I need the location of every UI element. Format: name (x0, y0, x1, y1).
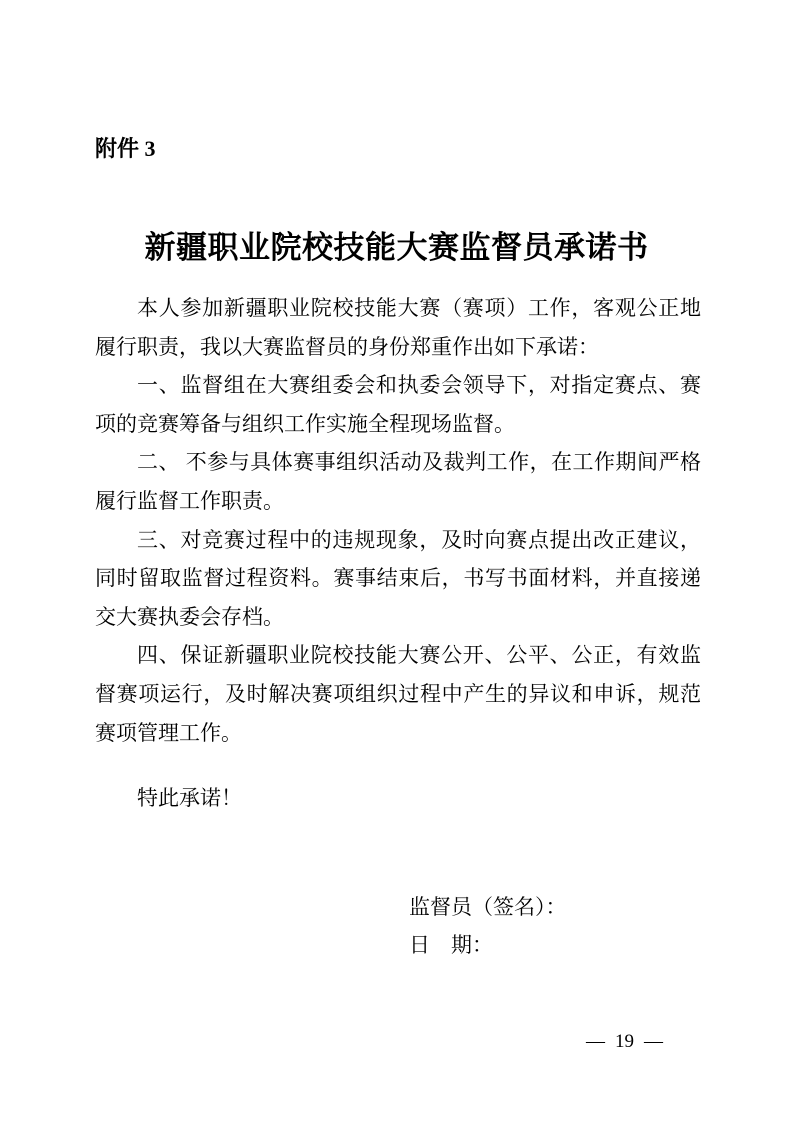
page-number: 19 (615, 1031, 634, 1052)
signature-block (95, 888, 701, 965)
attachment-label: 附件 3 (95, 136, 156, 161)
intro-paragraph: 本人参加新疆职业院校技能大赛（赛项）工作，客观公正地履行职责，我以大赛监督员的身份郑重作出如下承诺： (95, 296, 701, 359)
footer-left-dash: — (586, 1031, 605, 1052)
page-footer (576, 1030, 673, 1054)
date-label: 日 期： (409, 933, 493, 958)
page-title: 新疆职业院校技能大赛监督员承诺书 (144, 229, 649, 265)
closing-statement: 特此承诺！ (137, 786, 242, 811)
commitment-item-4: 四、保证新疆职业院校技能大赛公开、公平、公正，有效监督赛项运行，及时解决赛项组织过程中产生的异议和申诉，规范赛项管理工作。 (95, 643, 701, 745)
commitment-item-1: 一、监督组在大赛组委会和执委会领导下，对指定赛点、赛项的竞赛筹备与组织工作实施全程现场监督。 (95, 373, 701, 436)
commitment-item-3: 三、对竞赛过程中的违规现象，及时向赛点提出改正建议，同时留取监督过程资料。赛事结束后，书写书面材料，并直接递交大赛执委会存档。 (95, 527, 701, 629)
document-body (95, 289, 701, 965)
footer-right-dash: — (644, 1031, 663, 1052)
signer-label: 监督员（签名）： (409, 894, 567, 919)
commitment-item-2: 二、 不参与具体赛事组织活动及裁判工作，在工作期间严格履行监督工作职责。 (95, 450, 701, 513)
